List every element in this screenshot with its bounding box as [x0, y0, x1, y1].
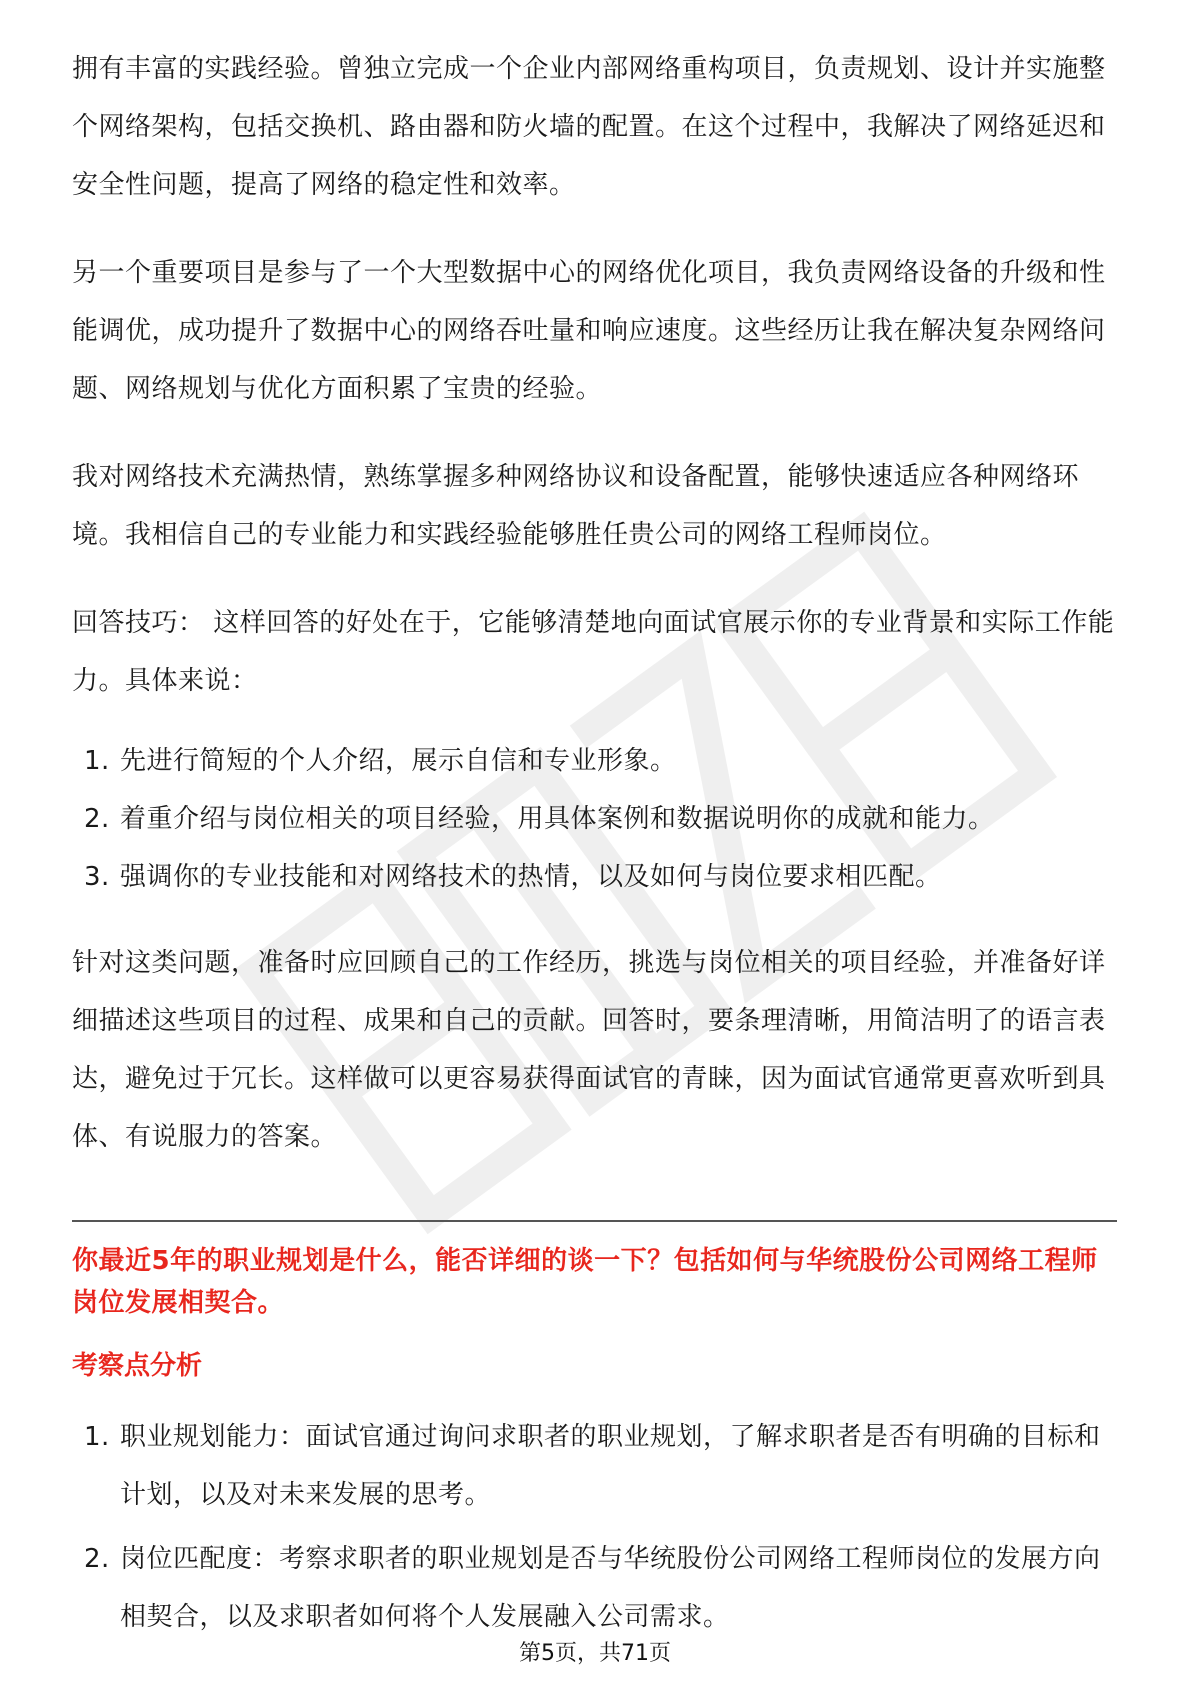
list-item — [72, 790, 1117, 848]
paragraph-data-center-project: 另一个重要项目是参与了一个大型数据中心的网络优化项目，我负责网络设备的升级和性能调优，成功提升了数据中心的网络吞吐量和响应速度。这些经历让我在解决复杂网络问题、网络规划与优化方面积累了宝贵的经验。 — [72, 258, 1106, 404]
page-footer: 第5页，共71页 — [519, 1641, 671, 1666]
document-page — [72, 40, 1117, 1674]
list-item-number: 2. — [84, 804, 110, 834]
interview-question: 你最近5年的职业规划是什么，能否详细的谈一下？包括如何与华统股份公司网络工程师岗位发展相契合。 — [72, 1246, 1098, 1318]
list-item-number: 1. — [84, 1422, 110, 1452]
section-title: 考察点分析 — [72, 1351, 203, 1381]
list-item — [72, 848, 1117, 906]
list-item-number: 3. — [84, 862, 110, 892]
paragraph-project-experience: 拥有丰富的实践经验。曾独立完成一个企业内部网络重构项目，负责规划、设计并实施整个网络架构，包括交换机、路由器和防火墙的配置。在这个过程中，我解决了网络延迟和安全性问题，提高了网络的稳定性和效率。 — [72, 54, 1106, 200]
list-item — [72, 1408, 1117, 1524]
tips-list — [72, 732, 1117, 906]
analysis-list — [72, 1408, 1117, 1646]
list-item-text: 着重介绍与岗位相关的项目经验，用具体案例和数据说明你的成就和能力。 — [120, 804, 995, 834]
list-item-text: 强调你的专业技能和对网络技术的热情，以及如何与岗位要求相匹配。 — [120, 862, 942, 892]
list-item-number: 2. — [84, 1544, 110, 1574]
paragraph-answer-tips: 回答技巧： 这样回答的好处在于，它能够清楚地向面试官展示你的专业背景和实际工作能力。具体来说： — [72, 608, 1115, 696]
list-item-text: 职业规划能力：面试官通过询问求职者的职业规划，了解求职者是否有明确的目标和计划，以及对未来发展的思考。 — [120, 1422, 1101, 1510]
list-item-text: 岗位匹配度：考察求职者的职业规划是否与华统股份公司网络工程师岗位的发展方向相契合，以及求职者如何将个人发展融入公司需求。 — [120, 1544, 1101, 1632]
paragraph-summary: 针对这类问题，准备时应回顾自己的工作经历，挑选与岗位相关的项目经验，并准备好详细描述这些项目的过程、成果和自己的贡献。回答时，要条理清晰，用简洁明了的语言表达，避免过于冗长。这样做可以更容易获得面试官的青睐，因为面试官通常更喜欢听到具体、有说服力的答案。 — [72, 948, 1106, 1152]
list-item — [72, 732, 1117, 790]
list-item — [72, 1530, 1117, 1646]
section-divider — [72, 1220, 1117, 1222]
list-item-text: 先进行简短的个人介绍，展示自信和专业形象。 — [120, 746, 677, 776]
paragraph-passion: 我对网络技术充满热情，熟练掌握多种网络协议和设备配置，能够快速适应各种网络环境。我相信自己的专业能力和实践经验能够胜任贵公司的网络工程师岗位。 — [72, 462, 1080, 550]
list-item-number: 1. — [84, 746, 110, 776]
